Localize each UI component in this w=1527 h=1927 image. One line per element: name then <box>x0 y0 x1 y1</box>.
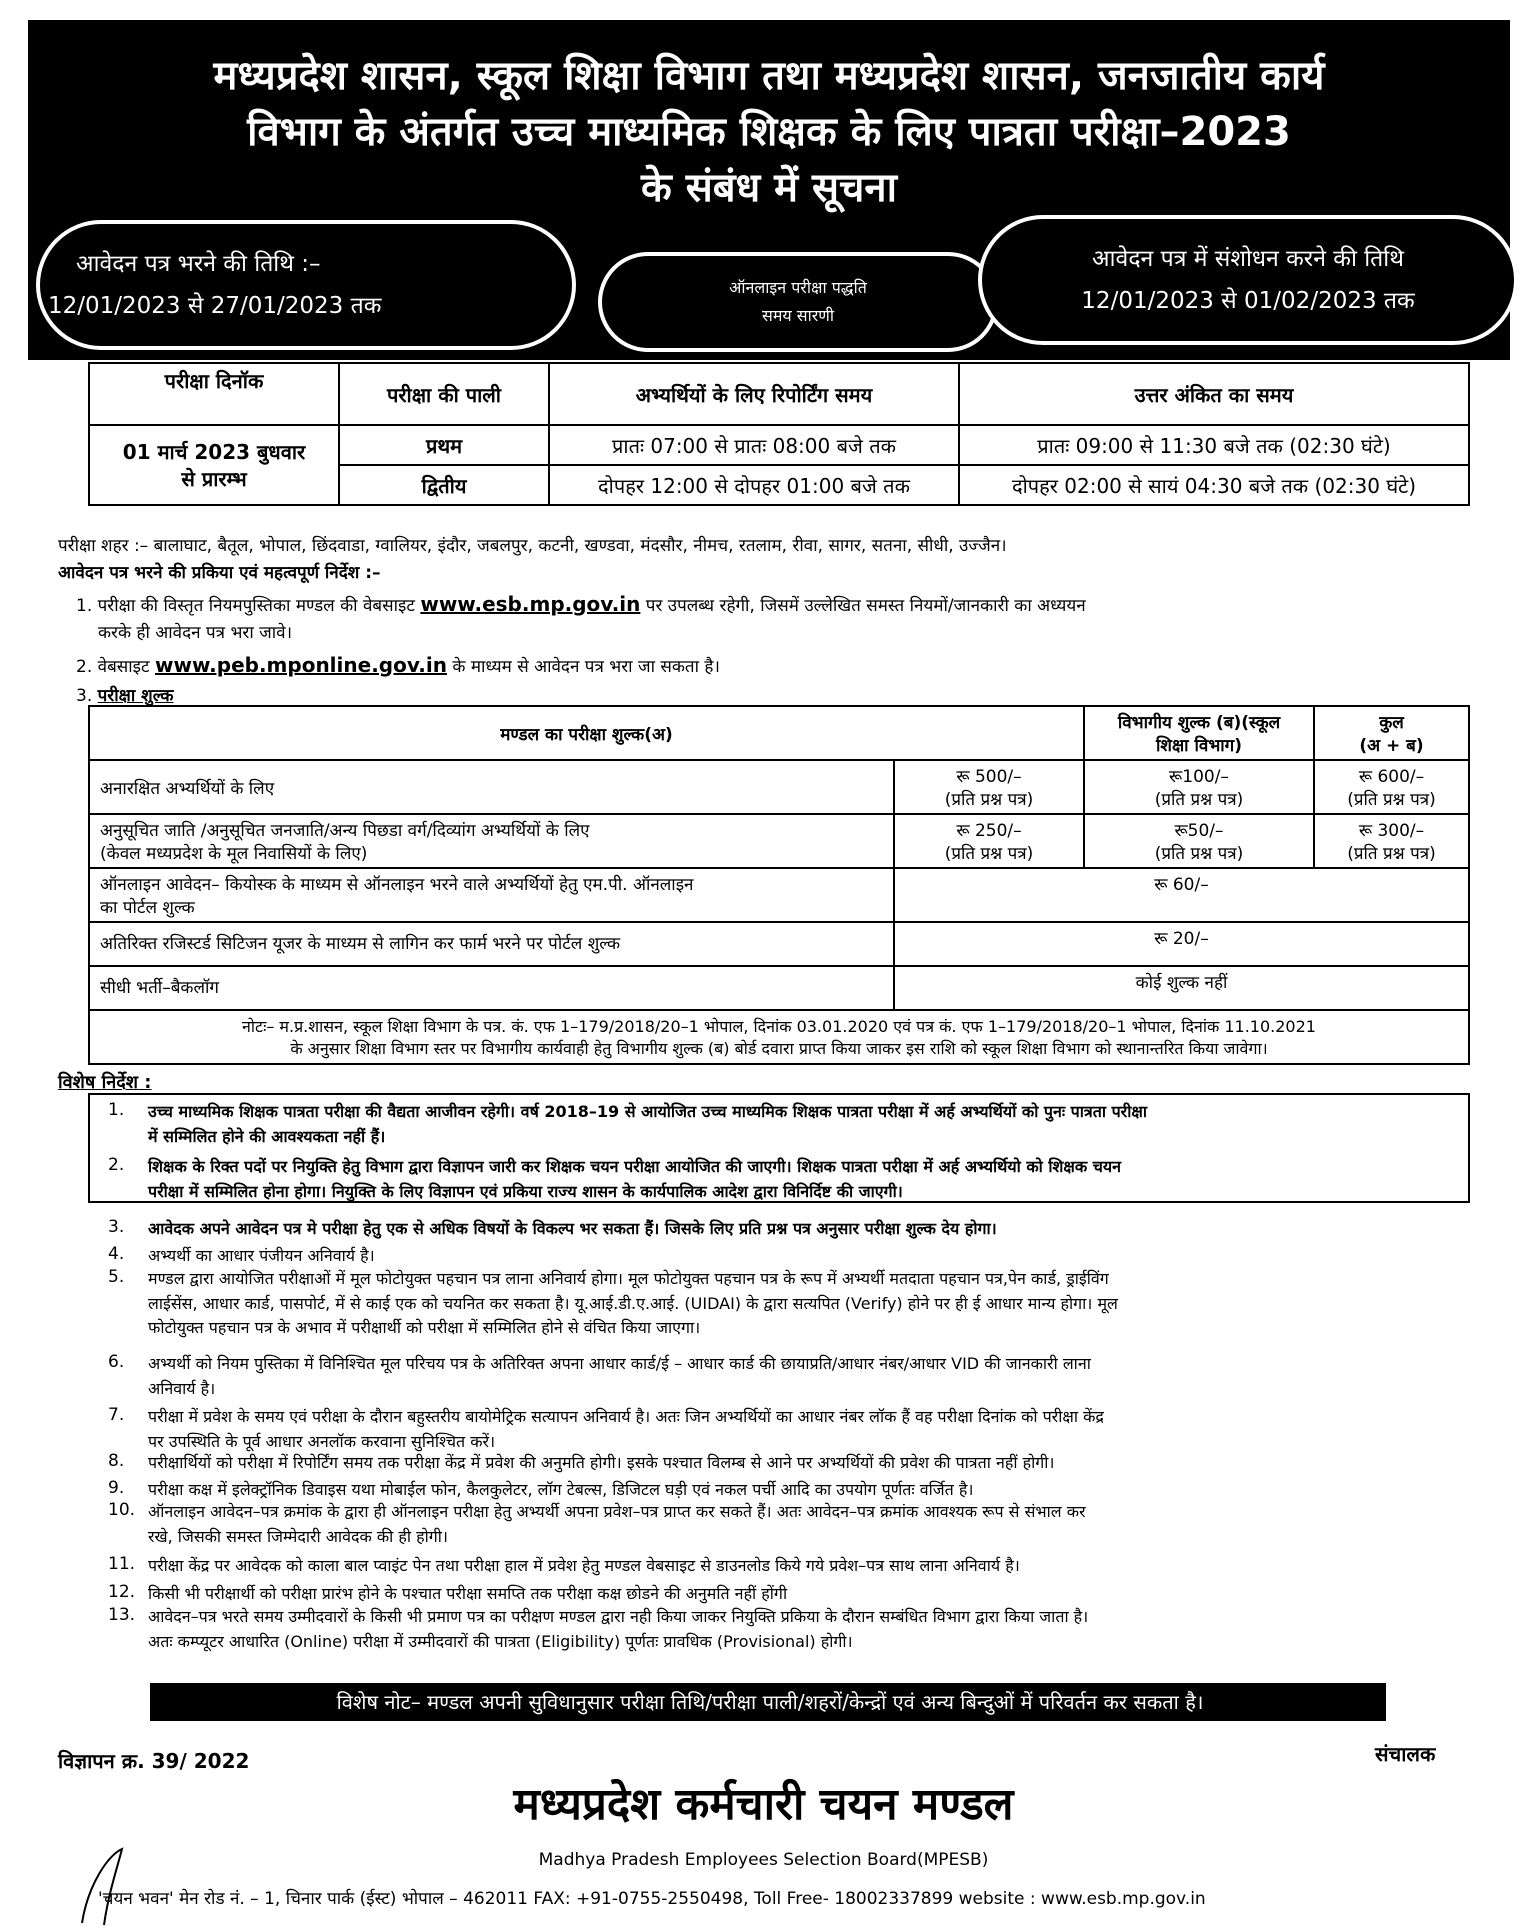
instruction-2 <box>76 653 720 677</box>
special-item-number: 6. <box>108 1352 125 1372</box>
special-item-text: ऑनलाइन आवेदन–पत्र क्रमांक के द्वारा ही ऑनलाइन परीक्षा हेतु अभ्यर्थी अपना प्रवेश–पत्र प्राप्त कर सकते हैं। अतः आवेदन–पत्र क्रमांक आवश्यक रूप से संभाल कर <box>148 1502 1086 1521</box>
fee-department-amount-unit: (प्रति प्रश्न पत्र) <box>1154 844 1244 864</box>
fee-note-line-2: के अनुसार शिक्षा विभाग स्तर पर विभागीय कार्यवाही हेतु विभागीय शुल्क (ब) बोर्ड दवारा प्राप्त किया जाकर इस राशि को स्कूल शिक्षा विभाग को स्थानान्तरित किया जावेगा। <box>290 1039 1268 1058</box>
online-fee-amount: रू 60/– <box>894 868 1469 922</box>
shift-cell: प्रथम <box>339 425 549 465</box>
special-item-text: परीक्षा केंद्र पर आवेदक को काला बाल प्वाइंट पेन तथा परीक्षा हाल में प्रवेश हेतु मण्डल वेबसाइट से डाउनलोड किये गये प्रवेश–पत्र साथ लाना अनिवार्य है। <box>148 1556 1020 1575</box>
signatory: संचालक <box>1375 1742 1436 1766</box>
fee-department-amount <box>1084 760 1314 814</box>
fee-header-department-line-2: शिक्षा विभाग) <box>1155 736 1243 756</box>
reporting-time-cell: दोपहर 12:00 से दोपहर 01:00 बजे तक <box>549 465 959 505</box>
instruction-1 <box>76 592 1086 616</box>
answer-time-cell: प्रातः 09:00 से 11:30 बजे तक (02:30 घंटे) <box>959 425 1469 465</box>
title-line-2: विभाग के अंतर्गत उच्च माध्यमिक शिक्षक के लिए पात्रता परीक्षा–2023 <box>247 109 1291 155</box>
exam-mode-line-2: समय सारणी <box>762 306 834 325</box>
fee-note-row <box>89 1010 1469 1064</box>
fee-board-amount <box>894 760 1084 814</box>
special-item-text: में सम्मिलित होने की आवश्यकता नहीं हैं। <box>148 1126 386 1146</box>
fee-note <box>89 1010 1469 1064</box>
shift-cell: द्वितीय <box>339 465 549 505</box>
organization-name-hindi: मध्यप्रदेश कर्मचारी चयन मण्डल <box>513 1779 1014 1830</box>
special-item-text: उच्च माध्यमिक शिक्षक पात्रता परीक्षा की वैद्यता आजीवन रहेगी। वर्ष 2018–19 से आयोजित उच्च माध्यमिक शिक्षक पात्रता परीक्षा में अर्ह अभ्यर्थियों को पुनः पात्रता परीक्षा <box>148 1102 1147 1121</box>
fee-total-amount-value: रू 300/– <box>1358 821 1425 841</box>
special-item-number: 5. <box>108 1267 125 1287</box>
schedule-header-cell: परीक्षा की पाली <box>339 363 549 425</box>
exam-date-cell <box>89 425 339 505</box>
fee-department-amount <box>1084 814 1314 868</box>
citizen-fee-label: अतिरिक्त रजिस्टर्ड सिटिजन यूजर के माध्यम से लागिन कर फार्म भरने पर पोर्टल शुल्क <box>89 922 894 966</box>
special-item-number: 4. <box>108 1244 125 1264</box>
fee-department-amount-value: रू100/– <box>1169 767 1229 787</box>
exam-cities: परीक्षा शहर :– बालाघाट, बैतूल, भोपाल, छिंदवाडा, ग्वालियर, इंदौर, जबलपुर, कटनी, खण्डवा, मंदसौर, नीमच, रतलाम, रीवा, सागर, सतना, सीधी, उज्जैन। <box>58 536 1007 556</box>
instruction-2-suffix: के माध्यम से आवेदन पत्र भरा जा सकता है। <box>452 657 720 677</box>
special-item-text: परीक्षा में प्रवेश के समय एवं परीक्षा के दौरान बहुस्तरीय बायोमेट्रिक सत्यापन अनिवार्य है। अतः जिन अभ्यर्थियों का आधार नंबर लॉक हैं वह परीक्षा दिनांक को परीक्षा केंद्र <box>148 1407 1104 1426</box>
special-item-text: शिक्षक के रिक्त पदों पर नियुक्ति हेतु विभाग द्वारा विज्ञापन जारी कर शिक्षक चयन परीक्षा आयोजित की जाएगी। शिक्षक पात्रता परीक्षा में अर्ह अभ्यर्थियो को शिक्षक चयन <box>148 1157 1122 1176</box>
exam-mode-pill <box>598 252 998 352</box>
signature-mark <box>78 1845 158 1927</box>
apply-dates-value: 12/01/2023 से 27/01/2023 तक <box>48 293 382 319</box>
special-item-number: 8. <box>108 1451 125 1471</box>
special-item-text: परीक्षार्थियों को परीक्षा में रिपोर्टिंग समय तक परीक्षा केंद्र में प्रवेश की अनुमति होगी। इसके पश्चात विलम्ब से आने पर अभ्यर्थियों की प्रवेश की पात्रता नहीं होगी। <box>148 1453 1055 1472</box>
fee-total-amount-unit: (प्रति प्रश्न पत्र) <box>1347 844 1436 864</box>
special-item-text: अतः कम्प्यूटर आधारित (Online) परीक्षा में उम्मीदवारों की पात्रता (Eligibility) पूर्णतः प्रावधिक (Provisional) होगी। <box>148 1631 853 1651</box>
notice-title <box>28 48 1510 216</box>
fee-board-amount-value: रू 250/– <box>956 821 1022 841</box>
special-item-text: परीक्षा कक्ष में इलेक्ट्रॉनिक डिवाइस यथा मोबाईल फोन, कैलकुलेटर, लॉग टेबल्स, डिजिटल घड़ी एवं नकल पर्ची आदि का उपयोग पूर्णतः वर्जित है। <box>148 1480 974 1499</box>
special-note-text: विशेष नोट– मण्डल अपनी सुविधानुसार परीक्षा तिथि/परीक्षा पाली/शहरों/केन्द्रों एवं अन्य बिन्दुओं में परिवर्तन कर सकता है। <box>336 1690 1204 1714</box>
fee-header-board: मण्डल का परीक्षा शुल्क(अ) <box>89 706 1084 760</box>
apply-dates-pill <box>36 220 576 350</box>
fee-department-amount-value: रू50/– <box>1174 821 1224 841</box>
fee-note-line-1: नोटः– म.प्र.शासन, स्कूल शिक्षा विभाग के पत्र. कं. एफ 1–179/2018/20–1 भोपाल, दिनांक 03.01.2020 एवं पत्र कं. एफ 1–179/2018/20–1 भोपाल, दिनांक 11.10.2021 <box>242 1017 1316 1036</box>
apply-dates-label: आवेदन पत्र भरने की तिथि :– <box>76 251 321 277</box>
online-fee-label-line-1: ऑनलाइन आवेदन– कियोस्क के माध्यम से ऑनलाइन भरने वाले अभ्यर्थियों हेतु एम.पी. ऑनलाइन <box>100 875 694 895</box>
special-item-text: परीक्षा में सम्मिलित होना होगा। नियुक्ति के लिए विज्ञापन एवं प्रकिया राज्य शासन के कार्यपालिक आदेश द्वारा विनिर्दिष्ट की जाएगी। <box>148 1181 903 1201</box>
special-item-text: अभ्यर्थी को नियम पुस्तिका में विनिश्चित मूल परिचय पत्र के अतिरिक्त अपना आधार कार्ड/ई – आधार कार्ड की छायाप्रति/आधार नंबर/आधार VID की जानकारी लाना <box>148 1354 1091 1373</box>
header-banner <box>28 20 1510 360</box>
special-item-text: फोटोयुक्त पहचान पत्र के अभाव में परीक्षार्थी को परीक्षा में सम्मिलित होने से वंचित किया जाएगा। <box>148 1318 701 1337</box>
special-item-number: 7. <box>108 1405 125 1425</box>
organization-name-english: Madhya Pradesh Employees Selection Board(MPESB) <box>538 1850 989 1870</box>
special-item-text: आवेदक अपने आवेदन पत्र मे परीक्षा हेतु एक से अधिक विषयों के विकल्प भर सकता हैं। जिसके लिए प्रति प्रश्न पत्र अनुसार परीक्षा शुल्क देय होगा। <box>148 1219 997 1238</box>
special-item-text: आवेदन–पत्र भरते समय उम्मीदवारों के किसी भी प्रमाण पत्र का परीक्षण मण्डल द्वारा नही किया जाकर नियुक्ति प्रकिया के दौरान सम्बंधित विभाग द्वारा किया जाता है। <box>148 1607 1089 1626</box>
fee-board-amount-value: रू 500/– <box>956 767 1022 787</box>
special-item-number: 10. <box>108 1500 136 1520</box>
schedule-header-cell: अभ्यर्थियों के लिए रिपोर्टिंग समय <box>549 363 959 425</box>
special-item-text: अनिवार्य है। <box>148 1378 216 1398</box>
instruction-2-prefix: 2. वेबसाइट <box>76 657 150 677</box>
fee-row <box>89 922 1469 966</box>
special-item-number: 12. <box>108 1582 136 1602</box>
fee-row <box>89 814 1469 868</box>
schedule-header-row <box>89 363 1469 425</box>
fee-row <box>89 868 1469 922</box>
correction-dates-label: आवेदन पत्र में संशोधन करने की तिथि <box>1092 246 1404 272</box>
fee-board-amount-unit: (प्रति प्रश्न पत्र) <box>944 790 1034 810</box>
advertisement-number: विज्ञापन क्र. 39/ 2022 <box>58 1749 250 1773</box>
exam-date-line-1: 01 मार्च 2023 बुधवार <box>122 440 306 464</box>
peb-website-link[interactable]: www.peb.mponline.gov.in <box>155 653 447 677</box>
special-item-text: मण्डल द्वारा आयोजित परीक्षाओं में मूल फोटोयुक्त पहचान पत्र लाना अनिवार्य होगा। मूल फोटोयुक्त पहचान पत्र के रूप में अभ्यर्थी मतदाता पहचान पत्र,पेन कार्ड, ड्राईविंग <box>148 1269 1109 1288</box>
exam-fee-table <box>88 705 1470 1065</box>
fee-header-row <box>89 706 1469 760</box>
special-item-text: लाईसेंस, आधार कार्ड, पासपोर्ट, में से काई एक को चयनित कर सकता है। यू.आई.डी.ए.आई. (UIDAI) के द्वारा सत्यपित (Verify) होने पर ही ई आधार मान्य होगा। मूल <box>148 1293 1118 1313</box>
fee-row <box>89 966 1469 1010</box>
backlog-fee-label: सीधी भर्ती–बैकलॉग <box>89 966 894 1010</box>
schedule-header-cell: परीक्षा दिनॉक <box>89 363 339 425</box>
fee-category-label: अनारक्षित अभ्यर्थियों के लिए <box>89 760 894 814</box>
fee-department-amount-unit: (प्रति प्रश्न पत्र) <box>1154 790 1244 810</box>
online-fee-label <box>89 868 894 922</box>
citizen-fee-amount: रू 20/– <box>894 922 1469 966</box>
special-item-text: रखे, जिसकी समस्त जिम्मेदारी आवेदक की ही होगी। <box>148 1526 448 1546</box>
fee-header-total-line-2: (अ + ब) <box>1359 736 1424 756</box>
online-fee-label-line-2: का पोर्टल शुल्क <box>100 898 195 918</box>
instruction-3 <box>76 683 173 706</box>
fee-header-department <box>1084 706 1314 760</box>
special-item-text: पर उपस्थिति के पूर्व आधार अनलॉक करवाना सुनिश्चित करें। <box>148 1431 496 1451</box>
schedule-header-cell: उत्तर अंकित का समय <box>959 363 1469 425</box>
correction-dates-value: 12/01/2023 से 01/02/2023 तक <box>1081 288 1415 314</box>
fee-category-label-line-1: अनुसूचित जाति /अनुसूचित जनजाति/अन्य पिछडा वर्ग/दिव्यांग अभ्यर्थियों के लिए <box>100 821 590 841</box>
reporting-time-cell: प्रातः 07:00 से प्रातः 08:00 बजे तक <box>549 425 959 465</box>
special-instructions-heading: विशेष निर्देश : <box>58 1072 152 1093</box>
schedule-row <box>89 425 1469 465</box>
fee-header-total-line-1: कुल <box>1379 713 1404 733</box>
fee-header-department-line-1: विभागीय शुल्क (ब)(स्कूल <box>1117 713 1281 733</box>
special-item-number: 11. <box>108 1554 136 1574</box>
instruction-1-line-2: करके ही आवेदन पत्र भरा जावे। <box>98 623 293 643</box>
esb-website-link[interactable]: www.esb.mp.gov.in <box>420 592 641 616</box>
fee-total-amount-unit: (प्रति प्रश्न पत्र) <box>1347 790 1436 810</box>
title-line-3: के संबंध में सूचना <box>641 165 897 211</box>
fee-total-amount-value: रू 600/– <box>1358 767 1425 787</box>
fee-header-total <box>1314 706 1469 760</box>
organization-address: 'चयन भवन' मेन रोड नं. – 1, चिनार पार्क (ईस्ट) भोपाल – 462011 FAX: +91-0755-2550498, Toll Free- 18002337899 website : www.esb.mp.gov.in <box>98 1889 1206 1909</box>
fee-total-amount <box>1314 814 1469 868</box>
fee-category-label-line-2: (केवल मध्यप्रदेश के मूल निवासियों के लिए) <box>100 844 368 864</box>
special-item-text: किसी भी परीक्षार्थी को परीक्षा प्रारंभ होने के पश्चात परीक्षा समप्ति तक परीक्षा कक्ष छोडने की अनुमति नहीं होंगी <box>148 1584 788 1603</box>
special-item-number: 9. <box>108 1478 125 1498</box>
correction-dates-pill <box>978 215 1518 345</box>
exam-mode-line-1: ऑनलाइन परीक्षा पद्धति <box>729 278 867 297</box>
process-heading: आवेदन पत्र भरने की प्रकिया एवं महत्वपूर्ण निर्देश :– <box>58 563 381 583</box>
instruction-1-prefix: 1. परीक्षा की विस्तृत नियमपुस्तिका मण्डल की वेबसाइट <box>76 596 415 616</box>
special-note-bar <box>150 1683 1386 1721</box>
instruction-3-number: 3. <box>76 686 93 706</box>
special-item-number: 2. <box>108 1155 125 1175</box>
exam-fee-heading: परीक्षा शुल्क <box>97 686 174 706</box>
instruction-1-suffix: पर उपलब्ध रहेगी, जिसमें उल्लेखित समस्त नियमों/जानकारी का अध्ययन <box>645 596 1086 616</box>
backlog-fee-amount: कोई शुल्क नहीं <box>894 966 1469 1010</box>
special-item-number: 1. <box>108 1100 125 1120</box>
fee-row <box>89 760 1469 814</box>
special-item-text: अभ्यर्थी का आधार पंजीयन अनिवार्य है। <box>148 1246 375 1265</box>
fee-category-label <box>89 814 894 868</box>
exam-schedule-table <box>88 362 1470 506</box>
fee-total-amount <box>1314 760 1469 814</box>
fee-board-amount <box>894 814 1084 868</box>
exam-date-line-2: से प्रारम्भ <box>181 467 247 491</box>
title-line-1: मध्यप्रदेश शासन, स्कूल शिक्षा विभाग तथा मध्यप्रदेश शासन, जनजातीय कार्य <box>213 53 1325 99</box>
answer-time-cell: दोपहर 02:00 से सायं 04:30 बजे तक (02:30 घंटे) <box>959 465 1469 505</box>
fee-board-amount-unit: (प्रति प्रश्न पत्र) <box>944 844 1034 864</box>
special-item-number: 3. <box>108 1217 125 1237</box>
special-item-number: 13. <box>108 1605 136 1625</box>
